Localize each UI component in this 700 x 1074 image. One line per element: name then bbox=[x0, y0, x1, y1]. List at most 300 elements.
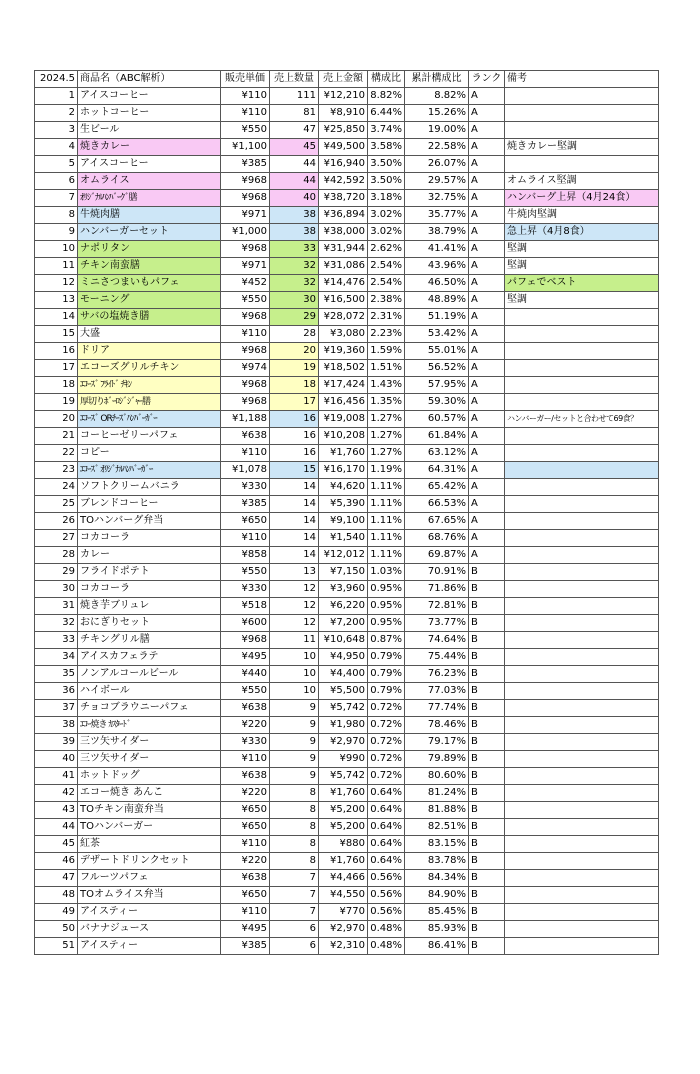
row-number-cell: 33 bbox=[35, 632, 78, 649]
quantity-cell: 8 bbox=[270, 802, 319, 819]
row-number-cell: 18 bbox=[35, 377, 78, 394]
rank-cell: A bbox=[469, 173, 505, 190]
sales-amount-cell: ¥10,648 bbox=[319, 632, 368, 649]
sales-amount-cell: ¥1,540 bbox=[319, 530, 368, 547]
table-row bbox=[35, 105, 659, 122]
cumulative-ratio-cell: 8.82% bbox=[405, 88, 469, 105]
row-number-cell: 29 bbox=[35, 564, 78, 581]
unit-price-cell: ¥110 bbox=[221, 751, 270, 768]
quantity-cell: 12 bbox=[270, 598, 319, 615]
unit-price-cell: ¥968 bbox=[221, 173, 270, 190]
sales-amount-cell: ¥5,200 bbox=[319, 819, 368, 836]
table-row bbox=[35, 173, 659, 190]
cumulative-ratio-cell: 53.42% bbox=[405, 326, 469, 343]
cumulative-ratio-cell: 57.95% bbox=[405, 377, 469, 394]
quantity-cell: 7 bbox=[270, 904, 319, 921]
row-number-cell: 20 bbox=[35, 411, 78, 428]
ratio-cell: 3.18% bbox=[368, 190, 405, 207]
unit-price-cell: ¥550 bbox=[221, 122, 270, 139]
ratio-cell: 0.64% bbox=[368, 853, 405, 870]
note-cell: ハンバーガー/セットと合わせて69食？ bbox=[505, 411, 659, 428]
table-row bbox=[35, 802, 659, 819]
cumulative-ratio-cell: 59.30% bbox=[405, 394, 469, 411]
product-name-cell: コカコーラ bbox=[78, 581, 221, 598]
note-cell bbox=[505, 649, 659, 666]
row-number-cell: 49 bbox=[35, 904, 78, 921]
quantity-cell: 38 bbox=[270, 224, 319, 241]
product-name-cell: 厚切りﾎﾞｰﾛｼﾞｼﾞｬｰ膳 bbox=[78, 394, 221, 411]
ratio-cell: 1.51% bbox=[368, 360, 405, 377]
table-row bbox=[35, 394, 659, 411]
product-name-cell: アイスティー bbox=[78, 938, 221, 955]
ratio-cell: 1.43% bbox=[368, 377, 405, 394]
note-cell: 牛焼肉堅調 bbox=[505, 207, 659, 224]
quantity-cell: 9 bbox=[270, 751, 319, 768]
row-number-cell: 13 bbox=[35, 292, 78, 309]
row-number-cell: 41 bbox=[35, 768, 78, 785]
quantity-cell: 32 bbox=[270, 275, 319, 292]
product-name-cell: オムライス bbox=[78, 173, 221, 190]
product-name-cell: TOオムライス弁当 bbox=[78, 887, 221, 904]
note-cell bbox=[505, 819, 659, 836]
row-number-cell: 15 bbox=[35, 326, 78, 343]
rank-cell: B bbox=[469, 564, 505, 581]
note-cell bbox=[505, 462, 659, 479]
unit-price-cell: ¥638 bbox=[221, 428, 270, 445]
quantity-cell: 6 bbox=[270, 921, 319, 938]
product-name-cell: ノンアルコールビール bbox=[78, 666, 221, 683]
unit-price-cell: ¥974 bbox=[221, 360, 270, 377]
unit-price-cell: ¥1,188 bbox=[221, 411, 270, 428]
table-row bbox=[35, 581, 659, 598]
unit-price-cell: ¥110 bbox=[221, 836, 270, 853]
ratio-cell: 1.27% bbox=[368, 445, 405, 462]
product-name-cell: TOハンバーグ弁当 bbox=[78, 513, 221, 530]
row-number-cell: 17 bbox=[35, 360, 78, 377]
note-cell bbox=[505, 836, 659, 853]
cumulative-ratio-cell: 32.75% bbox=[405, 190, 469, 207]
ratio-cell: 2.54% bbox=[368, 258, 405, 275]
quantity-cell: 9 bbox=[270, 717, 319, 734]
unit-price-cell: ¥550 bbox=[221, 564, 270, 581]
quantity-cell: 29 bbox=[270, 309, 319, 326]
cumulative-ratio-cell: 55.01% bbox=[405, 343, 469, 360]
sales-amount-cell: ¥3,960 bbox=[319, 581, 368, 598]
header-quantity: 売上数量 bbox=[270, 71, 319, 88]
quantity-cell: 45 bbox=[270, 139, 319, 156]
note-cell: ハンバーグ上昇（4月24食） bbox=[505, 190, 659, 207]
table-row bbox=[35, 241, 659, 258]
unit-price-cell: ¥968 bbox=[221, 394, 270, 411]
row-number-cell: 34 bbox=[35, 649, 78, 666]
table-row bbox=[35, 938, 659, 955]
rank-cell: B bbox=[469, 921, 505, 938]
sales-amount-cell: ¥6,220 bbox=[319, 598, 368, 615]
ratio-cell: 0.95% bbox=[368, 581, 405, 598]
row-number-cell: 37 bbox=[35, 700, 78, 717]
header-ratio: 構成比 bbox=[368, 71, 405, 88]
table-row bbox=[35, 530, 659, 547]
product-name-cell: 三ツ矢サイダー bbox=[78, 751, 221, 768]
cumulative-ratio-cell: 26.07% bbox=[405, 156, 469, 173]
unit-price-cell: ¥968 bbox=[221, 241, 270, 258]
note-cell bbox=[505, 496, 659, 513]
product-name-cell: アイスコーヒー bbox=[78, 156, 221, 173]
quantity-cell: 111 bbox=[270, 88, 319, 105]
rank-cell: A bbox=[469, 258, 505, 275]
sales-amount-cell: ¥2,970 bbox=[319, 921, 368, 938]
cumulative-ratio-cell: 81.88% bbox=[405, 802, 469, 819]
sales-amount-cell: ¥5,742 bbox=[319, 700, 368, 717]
row-number-cell: 12 bbox=[35, 275, 78, 292]
rank-cell: B bbox=[469, 802, 505, 819]
cumulative-ratio-cell: 70.91% bbox=[405, 564, 469, 581]
cumulative-ratio-cell: 72.81% bbox=[405, 598, 469, 615]
quantity-cell: 47 bbox=[270, 122, 319, 139]
note-cell bbox=[505, 751, 659, 768]
unit-price-cell: ¥385 bbox=[221, 156, 270, 173]
unit-price-cell: ¥968 bbox=[221, 343, 270, 360]
note-cell bbox=[505, 717, 659, 734]
quantity-cell: 81 bbox=[270, 105, 319, 122]
rank-cell: B bbox=[469, 615, 505, 632]
cumulative-ratio-cell: 73.77% bbox=[405, 615, 469, 632]
quantity-cell: 14 bbox=[270, 496, 319, 513]
table-row bbox=[35, 853, 659, 870]
sales-amount-cell: ¥10,208 bbox=[319, 428, 368, 445]
unit-price-cell: ¥1,078 bbox=[221, 462, 270, 479]
sales-amount-cell: ¥5,200 bbox=[319, 802, 368, 819]
rank-cell: A bbox=[469, 394, 505, 411]
sales-amount-cell: ¥42,592 bbox=[319, 173, 368, 190]
quantity-cell: 14 bbox=[270, 530, 319, 547]
sales-amount-cell: ¥770 bbox=[319, 904, 368, 921]
product-name-cell: コカコーラ bbox=[78, 530, 221, 547]
ratio-cell: 0.64% bbox=[368, 802, 405, 819]
table-row bbox=[35, 190, 659, 207]
sales-amount-cell: ¥990 bbox=[319, 751, 368, 768]
product-name-cell: ハンバーガーセット bbox=[78, 224, 221, 241]
sales-amount-cell: ¥49,500 bbox=[319, 139, 368, 156]
note-cell bbox=[505, 938, 659, 955]
cumulative-ratio-cell: 79.89% bbox=[405, 751, 469, 768]
sales-amount-cell: ¥31,944 bbox=[319, 241, 368, 258]
rank-cell: B bbox=[469, 649, 505, 666]
product-name-cell: ｴｺｰｽﾞ ｵﾘｼﾞﾅﾙﾊﾝﾊﾞｰｶﾞｰ bbox=[78, 462, 221, 479]
row-number-cell: 22 bbox=[35, 445, 78, 462]
quantity-cell: 10 bbox=[270, 666, 319, 683]
note-cell: 焼きカレー堅調 bbox=[505, 139, 659, 156]
unit-price-cell: ¥110 bbox=[221, 445, 270, 462]
ratio-cell: 0.72% bbox=[368, 700, 405, 717]
cumulative-ratio-cell: 71.86% bbox=[405, 581, 469, 598]
sales-amount-cell: ¥3,080 bbox=[319, 326, 368, 343]
product-name-cell: チョコブラウニーパフェ bbox=[78, 700, 221, 717]
unit-price-cell: ¥220 bbox=[221, 785, 270, 802]
product-name-cell: TOチキン南蛮弁当 bbox=[78, 802, 221, 819]
rank-cell: A bbox=[469, 343, 505, 360]
rank-cell: A bbox=[469, 445, 505, 462]
table-row bbox=[35, 836, 659, 853]
rank-cell: A bbox=[469, 190, 505, 207]
row-number-cell: 23 bbox=[35, 462, 78, 479]
table-row bbox=[35, 904, 659, 921]
rank-cell: B bbox=[469, 666, 505, 683]
note-cell bbox=[505, 122, 659, 139]
product-name-cell: アイスコーヒー bbox=[78, 88, 221, 105]
sales-amount-cell: ¥14,476 bbox=[319, 275, 368, 292]
ratio-cell: 0.79% bbox=[368, 649, 405, 666]
table-row bbox=[35, 258, 659, 275]
product-name-cell: フライドポテト bbox=[78, 564, 221, 581]
table-row bbox=[35, 768, 659, 785]
quantity-cell: 16 bbox=[270, 411, 319, 428]
rank-cell: A bbox=[469, 105, 505, 122]
cumulative-ratio-cell: 15.26% bbox=[405, 105, 469, 122]
product-name-cell: 焼きカレー bbox=[78, 139, 221, 156]
rank-cell: B bbox=[469, 768, 505, 785]
unit-price-cell: ¥385 bbox=[221, 938, 270, 955]
rank-cell: B bbox=[469, 887, 505, 904]
product-name-cell: 三ツ矢サイダー bbox=[78, 734, 221, 751]
cumulative-ratio-cell: 75.44% bbox=[405, 649, 469, 666]
unit-price-cell: ¥110 bbox=[221, 105, 270, 122]
header-period: 2024.5 bbox=[35, 71, 78, 88]
ratio-cell: 0.72% bbox=[368, 768, 405, 785]
cumulative-ratio-cell: 85.45% bbox=[405, 904, 469, 921]
unit-price-cell: ¥1,000 bbox=[221, 224, 270, 241]
cumulative-ratio-cell: 84.34% bbox=[405, 870, 469, 887]
quantity-cell: 12 bbox=[270, 615, 319, 632]
quantity-cell: 8 bbox=[270, 853, 319, 870]
unit-price-cell: ¥518 bbox=[221, 598, 270, 615]
quantity-cell: 13 bbox=[270, 564, 319, 581]
cumulative-ratio-cell: 68.76% bbox=[405, 530, 469, 547]
quantity-cell: 14 bbox=[270, 547, 319, 564]
ratio-cell: 1.11% bbox=[368, 547, 405, 564]
cumulative-ratio-cell: 84.90% bbox=[405, 887, 469, 904]
cumulative-ratio-cell: 86.41% bbox=[405, 938, 469, 955]
ratio-cell: 1.11% bbox=[368, 530, 405, 547]
note-cell bbox=[505, 343, 659, 360]
unit-price-cell: ¥220 bbox=[221, 853, 270, 870]
product-name-cell: ｴｺｰｽﾞ ORﾁｰｽﾞﾊﾝﾊﾞｰｶﾞｰ bbox=[78, 411, 221, 428]
quantity-cell: 8 bbox=[270, 836, 319, 853]
ratio-cell: 1.11% bbox=[368, 479, 405, 496]
sales-amount-cell: ¥25,850 bbox=[319, 122, 368, 139]
product-name-cell: ナポリタン bbox=[78, 241, 221, 258]
rank-cell: A bbox=[469, 326, 505, 343]
unit-price-cell: ¥495 bbox=[221, 649, 270, 666]
quantity-cell: 33 bbox=[270, 241, 319, 258]
rank-cell: A bbox=[469, 547, 505, 564]
product-name-cell: ｵﾘｼﾞﾅﾙﾊﾝﾊﾞｰｸﾞ膳 bbox=[78, 190, 221, 207]
table-row bbox=[35, 275, 659, 292]
note-cell: 急上昇（4月8食） bbox=[505, 224, 659, 241]
table-row bbox=[35, 139, 659, 156]
sales-amount-cell: ¥4,550 bbox=[319, 887, 368, 904]
unit-price-cell: ¥495 bbox=[221, 921, 270, 938]
ratio-cell: 3.74% bbox=[368, 122, 405, 139]
sales-amount-cell: ¥2,970 bbox=[319, 734, 368, 751]
row-number-cell: 39 bbox=[35, 734, 78, 751]
row-number-cell: 3 bbox=[35, 122, 78, 139]
quantity-cell: 30 bbox=[270, 292, 319, 309]
cumulative-ratio-cell: 61.84% bbox=[405, 428, 469, 445]
product-name-cell: おにぎりセット bbox=[78, 615, 221, 632]
table-row bbox=[35, 683, 659, 700]
rank-cell: A bbox=[469, 428, 505, 445]
sales-amount-cell: ¥12,012 bbox=[319, 547, 368, 564]
note-cell: オムライス堅調 bbox=[505, 173, 659, 190]
unit-price-cell: ¥440 bbox=[221, 666, 270, 683]
sales-amount-cell: ¥880 bbox=[319, 836, 368, 853]
row-number-cell: 16 bbox=[35, 343, 78, 360]
product-name-cell: モーニング bbox=[78, 292, 221, 309]
sales-amount-cell: ¥1,980 bbox=[319, 717, 368, 734]
row-number-cell: 36 bbox=[35, 683, 78, 700]
note-cell bbox=[505, 598, 659, 615]
cumulative-ratio-cell: 35.77% bbox=[405, 207, 469, 224]
unit-price-cell: ¥968 bbox=[221, 632, 270, 649]
table-row bbox=[35, 411, 659, 428]
unit-price-cell: ¥638 bbox=[221, 870, 270, 887]
note-cell bbox=[505, 581, 659, 598]
note-cell bbox=[505, 547, 659, 564]
cumulative-ratio-cell: 19.00% bbox=[405, 122, 469, 139]
row-number-cell: 38 bbox=[35, 717, 78, 734]
table-row bbox=[35, 309, 659, 326]
product-name-cell: チキングリル膳 bbox=[78, 632, 221, 649]
unit-price-cell: ¥650 bbox=[221, 819, 270, 836]
sales-amount-cell: ¥7,200 bbox=[319, 615, 368, 632]
rank-cell: B bbox=[469, 853, 505, 870]
quantity-cell: 9 bbox=[270, 700, 319, 717]
cumulative-ratio-cell: 56.52% bbox=[405, 360, 469, 377]
note-cell bbox=[505, 700, 659, 717]
ratio-cell: 1.59% bbox=[368, 343, 405, 360]
quantity-cell: 14 bbox=[270, 513, 319, 530]
sales-amount-cell: ¥38,720 bbox=[319, 190, 368, 207]
cumulative-ratio-cell: 46.50% bbox=[405, 275, 469, 292]
table-row bbox=[35, 428, 659, 445]
sales-amount-cell: ¥5,390 bbox=[319, 496, 368, 513]
row-number-cell: 48 bbox=[35, 887, 78, 904]
quantity-cell: 14 bbox=[270, 479, 319, 496]
header-cumulative-ratio: 累計構成比 bbox=[405, 71, 469, 88]
row-number-cell: 6 bbox=[35, 173, 78, 190]
quantity-cell: 10 bbox=[270, 683, 319, 700]
product-name-cell: アイスカフェラテ bbox=[78, 649, 221, 666]
quantity-cell: 40 bbox=[270, 190, 319, 207]
product-name-cell: 焼き芋ブリュレ bbox=[78, 598, 221, 615]
table-row bbox=[35, 88, 659, 105]
ratio-cell: 8.82% bbox=[368, 88, 405, 105]
quantity-cell: 10 bbox=[270, 649, 319, 666]
ratio-cell: 0.72% bbox=[368, 717, 405, 734]
ratio-cell: 2.31% bbox=[368, 309, 405, 326]
cumulative-ratio-cell: 67.65% bbox=[405, 513, 469, 530]
ratio-cell: 0.87% bbox=[368, 632, 405, 649]
header-row bbox=[35, 71, 659, 88]
ratio-cell: 0.79% bbox=[368, 683, 405, 700]
quantity-cell: 8 bbox=[270, 819, 319, 836]
ratio-cell: 0.48% bbox=[368, 921, 405, 938]
row-number-cell: 28 bbox=[35, 547, 78, 564]
quantity-cell: 18 bbox=[270, 377, 319, 394]
ratio-cell: 3.02% bbox=[368, 224, 405, 241]
sales-amount-cell: ¥19,360 bbox=[319, 343, 368, 360]
row-number-cell: 46 bbox=[35, 853, 78, 870]
table-row bbox=[35, 887, 659, 904]
unit-price-cell: ¥385 bbox=[221, 496, 270, 513]
quantity-cell: 44 bbox=[270, 173, 319, 190]
cumulative-ratio-cell: 82.51% bbox=[405, 819, 469, 836]
table-row bbox=[35, 666, 659, 683]
rank-cell: B bbox=[469, 836, 505, 853]
rank-cell: B bbox=[469, 581, 505, 598]
rank-cell: A bbox=[469, 207, 505, 224]
rank-cell: A bbox=[469, 122, 505, 139]
sales-amount-cell: ¥9,100 bbox=[319, 513, 368, 530]
row-number-cell: 5 bbox=[35, 156, 78, 173]
product-name-cell: 大盛 bbox=[78, 326, 221, 343]
quantity-cell: 9 bbox=[270, 768, 319, 785]
product-name-cell: カレー bbox=[78, 547, 221, 564]
sales-amount-cell: ¥17,424 bbox=[319, 377, 368, 394]
table-row bbox=[35, 326, 659, 343]
note-cell: 堅調 bbox=[505, 258, 659, 275]
unit-price-cell: ¥110 bbox=[221, 530, 270, 547]
unit-price-cell: ¥650 bbox=[221, 887, 270, 904]
quantity-cell: 9 bbox=[270, 734, 319, 751]
product-name-cell: デザートドリンクセット bbox=[78, 853, 221, 870]
table-row bbox=[35, 717, 659, 734]
table-row bbox=[35, 292, 659, 309]
cumulative-ratio-cell: 63.12% bbox=[405, 445, 469, 462]
cumulative-ratio-cell: 69.87% bbox=[405, 547, 469, 564]
table-row bbox=[35, 496, 659, 513]
sales-amount-cell: ¥5,742 bbox=[319, 768, 368, 785]
rank-cell: B bbox=[469, 751, 505, 768]
product-name-cell: ホットドッグ bbox=[78, 768, 221, 785]
cumulative-ratio-cell: 38.79% bbox=[405, 224, 469, 241]
table-row bbox=[35, 734, 659, 751]
rank-cell: A bbox=[469, 360, 505, 377]
unit-price-cell: ¥968 bbox=[221, 309, 270, 326]
header-product-name: 商品名（ABC解析） bbox=[78, 71, 221, 88]
note-cell bbox=[505, 530, 659, 547]
rank-cell: A bbox=[469, 513, 505, 530]
note-cell: 堅調 bbox=[505, 241, 659, 258]
table-row bbox=[35, 122, 659, 139]
table-row bbox=[35, 360, 659, 377]
table-row bbox=[35, 462, 659, 479]
note-cell: 堅調 bbox=[505, 292, 659, 309]
table-row bbox=[35, 615, 659, 632]
rank-cell: A bbox=[469, 377, 505, 394]
rank-cell: B bbox=[469, 700, 505, 717]
ratio-cell: 0.72% bbox=[368, 734, 405, 751]
note-cell bbox=[505, 785, 659, 802]
ratio-cell: 6.44% bbox=[368, 105, 405, 122]
rank-cell: B bbox=[469, 870, 505, 887]
product-name-cell: エコー焼き あんこ bbox=[78, 785, 221, 802]
cumulative-ratio-cell: 74.64% bbox=[405, 632, 469, 649]
product-name-cell: ドリア bbox=[78, 343, 221, 360]
unit-price-cell: ¥650 bbox=[221, 802, 270, 819]
cumulative-ratio-cell: 29.57% bbox=[405, 173, 469, 190]
